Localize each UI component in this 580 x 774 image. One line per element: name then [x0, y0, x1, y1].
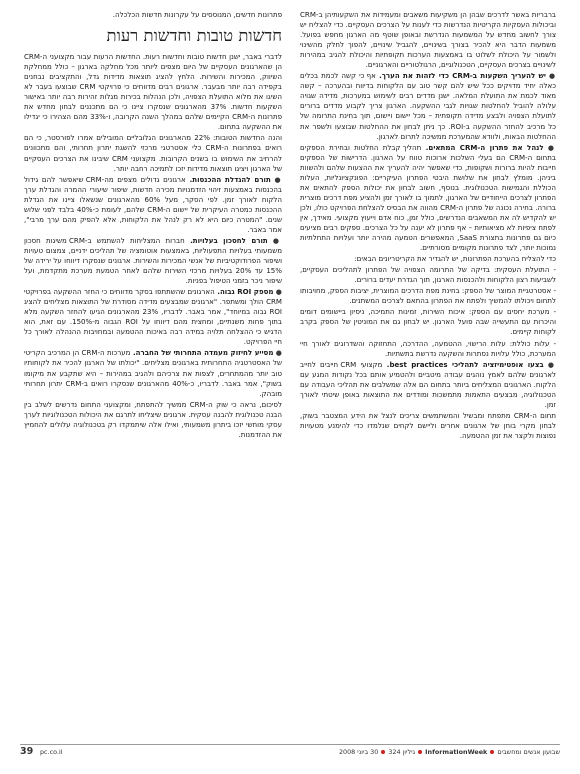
bullet-icon: ●: [543, 143, 556, 152]
section-heading: חדשות טובות וחדשות רעות: [106, 26, 282, 46]
paragraph-lead: מספק ROI גבוה.: [214, 287, 274, 297]
article-paragraph: [24, 52, 282, 132]
paragraph-text: והנה החדשות הטובות: 22% מהארגונים הגלובליים המובילים אמרו לפורסטר, כי הם רואים בפתרונות ה-CRM כלי אסטרטגי מרכזי להשגת יתרון תחרותי, והם מתכוונים להרחיב את השימוש בו בשנים הקרובות. מקצועני CRM שיבינו את הצרכים העסקיים של הארגון ויציגו תוצאות מדידות יזכו לתמיכה רחבה יותר.: [24, 133, 282, 173]
article-paragraph: [300, 265, 556, 285]
right-column: [300, 10, 556, 738]
paragraph-lead: תורם לחסכון בעלויות.: [184, 235, 268, 245]
article-paragraph: [24, 10, 282, 20]
paragraph-lead: בצעו אופטימיזציה לתהליכי best practices.: [382, 359, 544, 369]
website-link[interactable]: pc.co.il: [40, 748, 63, 756]
paragraph-text: - אסטרטגיית המוצר של הספק: בחינת מפת הדרכים המוצרית, יציבות הספק, מחויבותו לתחום ויכולתו להמשיך ולפתח את הפתרון בהתאם לצרכים המשתנים.: [300, 286, 556, 306]
section-name: שבועון אנשים ומחשבים: [497, 748, 560, 756]
separator-dot-icon: [490, 750, 494, 754]
paragraph-text: כדי להצליח בהערכת הפתרונות, יש להגדיר את הקריטריונים הבאים:: [354, 254, 556, 264]
issue-info: [339, 745, 560, 759]
paragraph-text: - עלות כוללת: עלות הרישוי, ההטמעה, ההדרכה, התחזוקה והשדרוגים לאורך חיי המערכת, כולל עלויות נסתרות והשקעה נדרשת בתשתיות.: [300, 338, 556, 358]
bullet-icon: ●: [273, 288, 282, 297]
bullet-icon: ●: [270, 175, 282, 184]
article-paragraph: [300, 360, 556, 410]
article-paragraph: [300, 411, 556, 441]
bullet-icon: ●: [543, 360, 556, 369]
article-paragraph: [300, 286, 556, 306]
paragraph-lead: תורם להגדלת ההכנסות.: [185, 174, 271, 184]
article-paragraph: [24, 236, 282, 286]
paragraph-text: ארגונים גדולים מצפים מה-CRM שיאפשר להם גידול בהכנסות באמצעות זיהוי הזדמנויות מכירה חדשות, שיפור שיעורי ההמרה והגדלת ערך הלקוח לאורך זמן. לפי הסקר, מעל 60% מהארגונים שנשאלו ציינו את הגדלת ההכנסות כמטרה העיקרית של יישום ה-CRM שלהם, לעומת כ-40% בלבד לפני שלוש שנים. "המטרה כיום היא לא רק לנהל את הלקוחות, אלא להפיק מהם ערך מרבי", אמר באבר.: [24, 174, 282, 234]
issue-number: גיליון 324: [388, 748, 416, 756]
paragraph-text: לדברי באבר, ישנן חדשות טובות וחדשות רעות. החדשות הרעות עבור מקצועני ה-CRM הן שהארגונים העסקיים של היום מצפים ליותר מכל מחלקה בארגון – כולל ממחלקת השיווק, המכירות והשירות. הלחץ להציג תוצאות מדידות גדל, והתקציבים נבחנים בקפידה רבה יותר מבעבר. ארגונים רבים מדווחים כי פרויקטי CRM שבוצעו בעבר לא השיגו את מלוא התועלת הצפויה, ולכן הנהלות בכירות מגלות זהירות רבה יותר באישור השקעות חדשות. 37% מהארגונים שנסקרו ציינו כי הם מתכננים לבחון מחדש את פתרונות ה-CRM הקיימים שלהם במהלך השנה הקרובה, ו-33% מהם הצהירו כי יגדילו את ההשקעה בתחום.: [24, 52, 282, 132]
paragraph-text: - מערכת יחסים עם הספק: איכות השירות, זמינות התמיכה, ניסיון ביישומים דומים והיכרות עם התעשייה שבה פועל הארגון. יש לבחון גם את המוניטין של הספק בקרב לקוחות קיימים.: [300, 307, 556, 337]
article-paragraph: [24, 348, 282, 398]
paragraph-text: מערכות ה-CRM הן המרכיב הקריטי של האסטרטגיה התחרותית בארגונים מצליחים. "יכולתו של הארגון להכיר את לקוחותיו טוב יותר מהמתחרים, לצפות את צרכיהם ולהגיב במהירות – היא שתקבע את מיקומו בשוק", אמר באבר. לדבריו, כ-40% מהארגונים שנסקרו רואים ב-CRM יתרון תחרותי מובהק.: [24, 348, 282, 398]
article-paragraph: [300, 71, 556, 141]
paragraph-text: מקצועי CRM חייבים לחייב לארגונים שלהם לאמץ נוהגים עבודה מיטביים ולהטמיע אותם בכל נקודות המגע עם הלקוח. הארגונים המצליחים ביותר בתחום הם אלה שמשלבים את תהליכי העבודה עם הטכנולוגיה, מבצעים התאמות מתמשכות ומודדים את התוצאות באופן שיטתי לאורך זמן.: [300, 359, 556, 409]
bullet-icon: ●: [545, 72, 556, 81]
paragraph-text: תהליך קבלת החלטות ובחירת הספקים בתחום ה-CRM הם בעלי השלכות ארוכות טווח על הארגון. הדרישות של הספקים חייבות להיות ברורות ושקופות, כדי שאפשר יהיה להעריך את ההצעות שלהם ולהשוות ביניהן. מומלץ לבחון את שלושת היבטי הפתרון העיקריים: הפונקציונליות, העלות הכוללת והגמישות הטכנולוגית. בנוסף, חשוב לבחון את יכולות הספק להתאים את הפתרון לצרכים הייחודיים של הארגון, לתמוך בו לאורך זמן ולהציע מפת דרכים מוצרית ברורה. בחירה נכונה של פתרון ה-CRM מהווה את הבסיס להצלחת הפרויקט כולו, ולכן יש להקדיש לה את המשאבים הנדרשים, כולל זמן, כוח אדם וייעוץ מקצועי. מאידך, אין לפתח ציפיות לא מציאותיות – אף פתרון לא יענה על כל הצרכים. ספקים רבים מציעים כיום גם פתרונות בתצורת SaaS, המאפשרים הטמעה מהירה יותר ועלויות התחלתיות נמוכות יותר, לצד פתרונות מקומיים מסורתיים.: [300, 142, 556, 253]
paragraph-text: תחום ה-CRM מתפתח ומבשיל והמשתמשים צריכים לנצל את הידע המצטבר בשוק, לבחון מקרי בוחן של ארגונים אחרים וליישם לקחים שנלמדו כדי להימנע מטעויות נפוצות ולקצר את זמן ההטמעה.: [300, 410, 556, 440]
page-footer: [20, 744, 560, 759]
paragraph-lead: מסייע לחיזוק מעמדה התחרותי של החברה.: [130, 348, 274, 358]
page-number: 39: [20, 746, 34, 757]
magazine-name: InformationWeek: [425, 748, 488, 756]
bullet-icon: ●: [267, 236, 282, 245]
paragraph-text: - התועלת העסקית: בדיקה של התרומה הצפויה של הפתרון לתהליכים העסקיים, לשביעות רצון הלקוחות ולהכנסות הארגון, תוך הגדרת יעדים ברורים.: [300, 265, 556, 285]
separator-dot-icon: [381, 750, 385, 754]
paragraph-text: חברות המצליחות להשתמש ב-CRM משיגות חסכון משמעותי בעלויות התפעוליות, באמצעות אוטומציה של תהליכים ידניים, צמצום טעויות ושיפור הפרודוקטיביות של אנשי המכירות והשירות. ארגונים שנסקרו דיווחו על ירידה של 15% עד 20% בעלויות מרכזי השירות שלהם לאחר הטמעת מערכת מתקדמת, ועל שיפור ניכר בזמני הטיפול בפניות.: [24, 235, 282, 286]
paragraph-lead: יש להעריך השקעות ב-CRM כדי לזהות את הערך.: [375, 71, 546, 81]
article-paragraph: [24, 175, 282, 235]
article-paragraph: [300, 254, 556, 264]
paragraph-lead: לנהל את פתרון ה-CRM המתאים.: [421, 142, 544, 152]
paragraph-text: פתרונות חדשים, המנוססים על עקרונות חדשות הכלכלה.: [112, 10, 282, 19]
article-paragraph: [300, 143, 556, 254]
article-paragraph: [24, 133, 282, 173]
left-column: [24, 10, 282, 738]
separator-dot-icon: [418, 750, 422, 754]
article-paragraph: [300, 10, 556, 70]
paragraph-text: לסיכום, נראה כי שוק ה-CRM ממשיך להתפתח, ומקצועני התחום נדרשים לשלב בין הבנה טכנולוגית להבנה עסקית. ארגונים שיצליחו לתרגם את היכולות הטכנולוגיות לערך עסקי מוחשי יזכו ביתרון משמעותי, ואילו אלה שיתמקדו רק בטכנולוגיה עלולים להחמיץ את ההזדמנות.: [24, 399, 282, 439]
paragraph-text: הארגונים שהשתתפו בסקר מדווחים כי החזר ההשקעה בפרויקטי CRM הולך ומשתפר. "ארגונים שמבצעים מדידה מסודרת של התוצאות מצליחים להציג ROI גבוה במיוחד", אמר באבר. לדבריו, 23% מהארגונים הגיעו להחזר השקעה מלא בתוך פחות משנתיים, ומחצית מהם דיווחו על ROI הגבוה מ-150%. עם זאת, הוא הדגיש כי ההצלחה תלויה במידה רבה באיכות ההטמעה ובמחויבות ההנהלה לאורך כל חיי הפרויקט.: [24, 287, 282, 347]
paragraph-text: אף כי קשה לכמת בכלים כאלה יחיד מדויקים ככל שיש להם קשר טוב עם הלקוחות בדיווח ובהערכה – קשה מאוד לכמת את התועלת המלאה. ישנן מדדים רבים לשימוש במערכות, מדידה שגויה עלולה להוביל להחלטות שגויות לגבי ההשקעה. הארגון צריך לקבוע מדדים ברורים לתועלת הצפויה ולבצע מדידה תקופתית – מכל יישום ויישום, תוך בחינת התרומה של כל מרכיב להחזר ההשקעה ב-ROI. כך ניתן לבחון את ההחלטות שבוצעו ולשפר את ההחלטות הבאות, ולוודא שהמערכת ממשיכה לתרום לארגון.: [300, 71, 556, 141]
article-paragraph: [300, 339, 556, 359]
issue-date: 30 ביוני 2008: [338, 748, 379, 756]
bullet-icon: ●: [273, 349, 282, 358]
article-paragraph: [24, 287, 282, 347]
paragraph-text: ברבריות באשר לדרכים שבהן הן משקיעות משאבים ומעמידות את השקעותיהן ב-CRM וביכולות העסקיות הקריטיות הנדרשות כדי לענות על הצרכים העסקיים. כדי להצליח יש צורך לחשוב מחדש על המשמעות הנדרשת ובאופן שוטף מה הארגון מחפש בפועל. משמעות הדבר היא להכיר בצורך בשינויים, להגביל שינויים, להפוך לחלק מהשינוי ולשמור על היכולת לשלוט בו באמצעות הערכות תקופתיות והיכולת להגיב במהירות לשינויים בצרכים העסקיים, הטכנולוגיים, הרגולטוריים והארגוניים.: [300, 10, 556, 70]
article-paragraph: [300, 307, 556, 337]
article-paragraph: [24, 400, 282, 440]
